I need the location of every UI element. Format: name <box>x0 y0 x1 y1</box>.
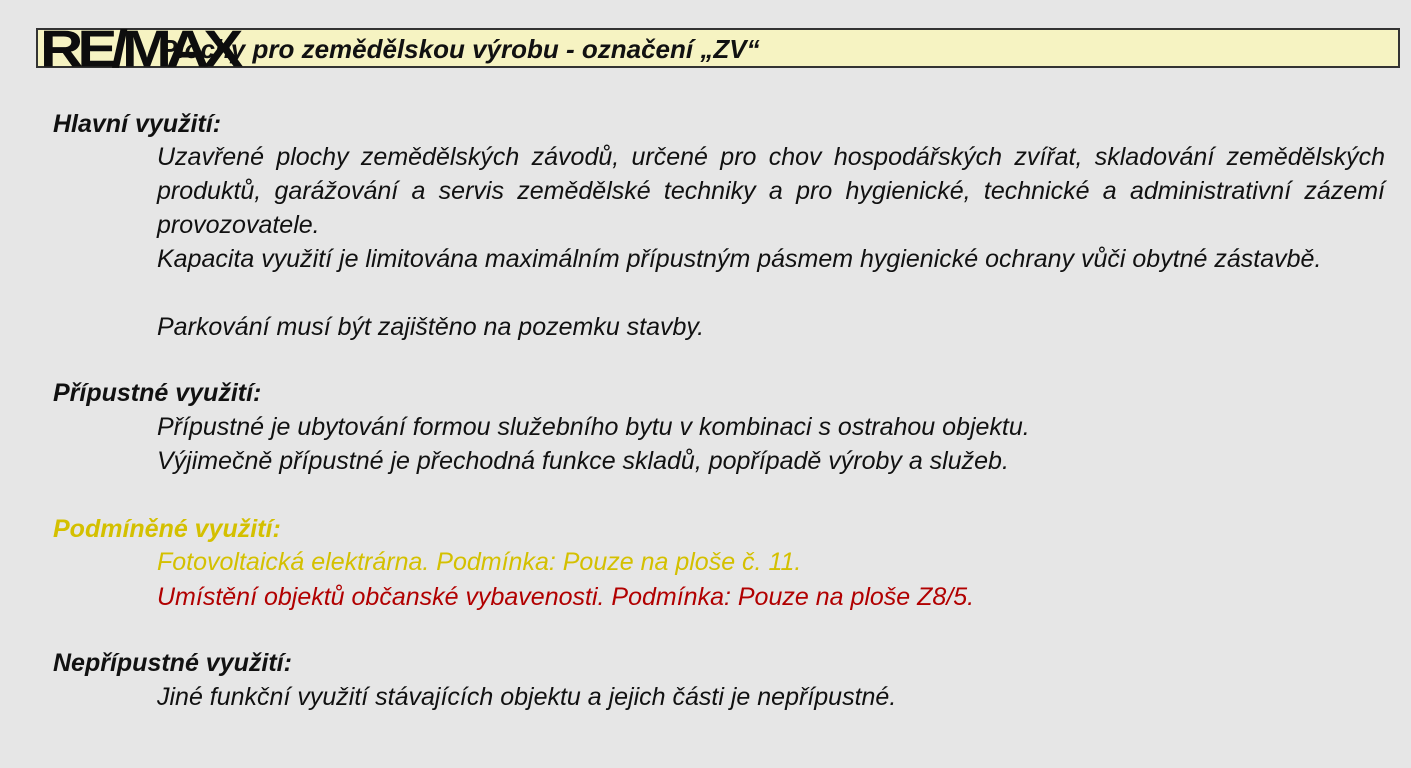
permitted-use-line-2: Výjimečně přípustné je přechodná funkce skladů, popřípadě výroby a služeb. <box>157 447 1009 475</box>
permitted-use-heading: Přípustné využití: <box>53 379 262 407</box>
main-use-paragraph-1: Uzavřené plochy zemědělských závodů, určené pro chov hospodářských zvířat, skladování zemědělských produktů, garážování a servis zemědělské techniky a pro hygienické, technické a administrativní zázemí provozovatele. <box>157 143 1385 239</box>
main-use-heading: Hlavní využití: <box>53 110 222 138</box>
prohibited-use-line-1: Jiné funkční využití stávajících objektu a jejich části je nepřípustné. <box>157 683 897 711</box>
conditional-use-line-2: Umístění objektů občanské vybavenosti. Podmínka: Pouze na ploše Z8/5. <box>157 583 975 611</box>
permitted-use-line-1: Přípustné je ubytování formou služebního bytu v kombinaci s ostrahou objektu. <box>157 413 1030 441</box>
conditional-use-heading: Podmíněné využití: <box>53 515 281 543</box>
main-use-paragraph-3: Parkování musí být zajištěno na pozemku stavby. <box>157 313 705 341</box>
main-use-paragraph-2: Kapacita využití je limitována maximálním přípustným pásmem hygienické ochrany vůči obytné zástavbě. <box>157 245 1322 273</box>
remax-logo: RE/MAX <box>40 20 238 78</box>
prohibited-use-heading: Nepřípustné využití: <box>53 649 292 677</box>
conditional-use-line-1: Fotovoltaická elektrárna. Podmínka: Pouze na ploše č. 11. <box>157 548 802 576</box>
page-title: Plochy pro zemědělskou výrobu - označení „ZV“ <box>160 34 760 64</box>
